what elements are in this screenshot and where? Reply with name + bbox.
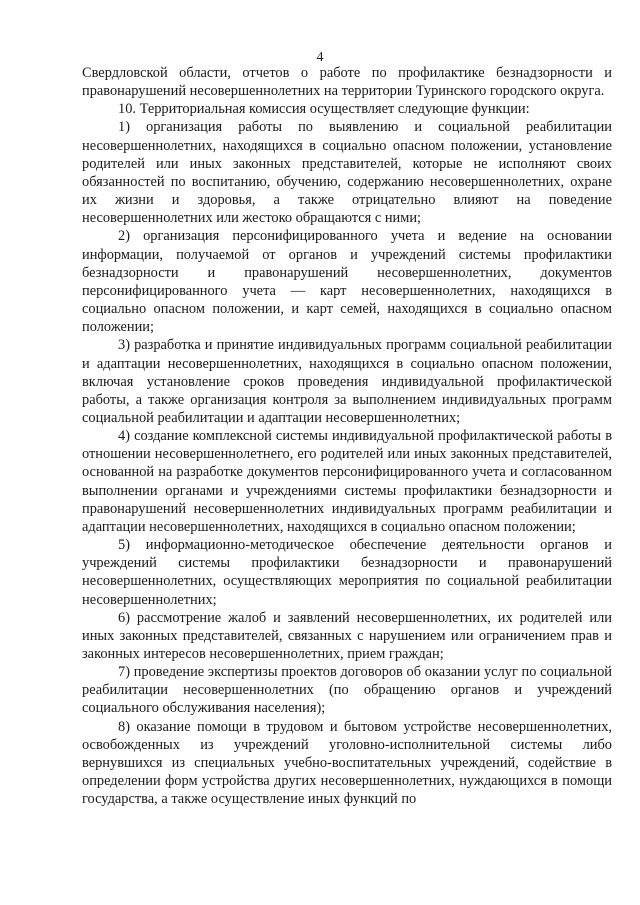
paragraph-continuation: Свердловской области, отчетов о работе по профилактике безнадзорности и правонарушений несовершеннолетних на территории Туринского городского округа. — [82, 65, 612, 100]
document-body — [82, 64, 612, 808]
page-number: 4 — [316, 50, 324, 65]
paragraph-item-8: 8) оказание помощи в трудовом и бытовом устройстве несовершеннолетних, освобожденных из учреждений уголовно-исполнительной системы либо вернувшихся из специальных учебно-воспитательных учреждений, содействие в определении форм устройства других несовершеннолетних, нуждающихся в помощи государства, а также осуществление иных функций по — [82, 718, 612, 808]
paragraph-item-7: 7) проведение экспертизы проектов договоров об оказании услуг по социальной реабилитации несовершеннолетних (по обращению органов и учреждений социального обслуживания населения); — [82, 664, 612, 717]
paragraph-item-3: 3) разработка и принятие индивидуальных программ социальной реабилитации и адаптации несовершеннолетних, находящихся в социально опасном положении, включая установление сроков проведения индивидуальной профилактической работы, а также организация контроля за выполнением индивидуальных программ социальной реабилитации и адаптации несовершеннолетних; — [82, 337, 612, 426]
paragraph-item-4: 4) создание комплексной системы индивидуальной профилактической работы в отношении несовершеннолетнего, его родителей или иных законных представителей, основанной на разработке документов персонифицированного учета и согласованном выполнении органами и учреждениями системы профилактики безнадзорности и правонарушений несовершеннолетних индивидуальных программ реабилитации и адаптации несовершеннолетних, находящихся в социально опасном положении; — [82, 428, 612, 535]
paragraph-item-1: 1) организация работы по выявлению и социальной реабилитации несовершеннолетних, находящихся в социально опасном положении, установление родителей или иных законных представителей, которые не исполняют своих обязанностей по воспитанию, обучению, содержанию несовершеннолетних, охране их жизни и здоровья, а также отрицательно влияют на поведение несовершеннолетних или жестоко обращаются с ними; — [82, 119, 612, 227]
paragraph-item-6: 6) рассмотрение жалоб и заявлений несовершеннолетних, их родителей или иных законных представителей, связанных с нарушением или ограничением прав и законных интересов несовершеннолетних, прием граждан; — [82, 609, 612, 662]
paragraph-item-2: 2) организация персонифицированного учета и ведение на основании информации, получаемой от органов и учреждений системы профилактики безнадзорности и правонарушений несовершеннолетних, документов персонифицированного учета — карт несовершеннолетних, находящихся в социально опасном положении, и карт семей, находящихся в социально опасном положении; — [82, 228, 612, 336]
paragraph-item-5: 5) информационно-методическое обеспечение деятельности органов и учреждений системы профилактики безнадзорности и правонарушений несовершеннолетних, осуществляющих мероприятия по социальной реабилитации несовершеннолетних; — [82, 537, 612, 608]
paragraph-clause-10: 10. Территориальная комиссия осуществляет следующие функции: — [118, 101, 530, 118]
